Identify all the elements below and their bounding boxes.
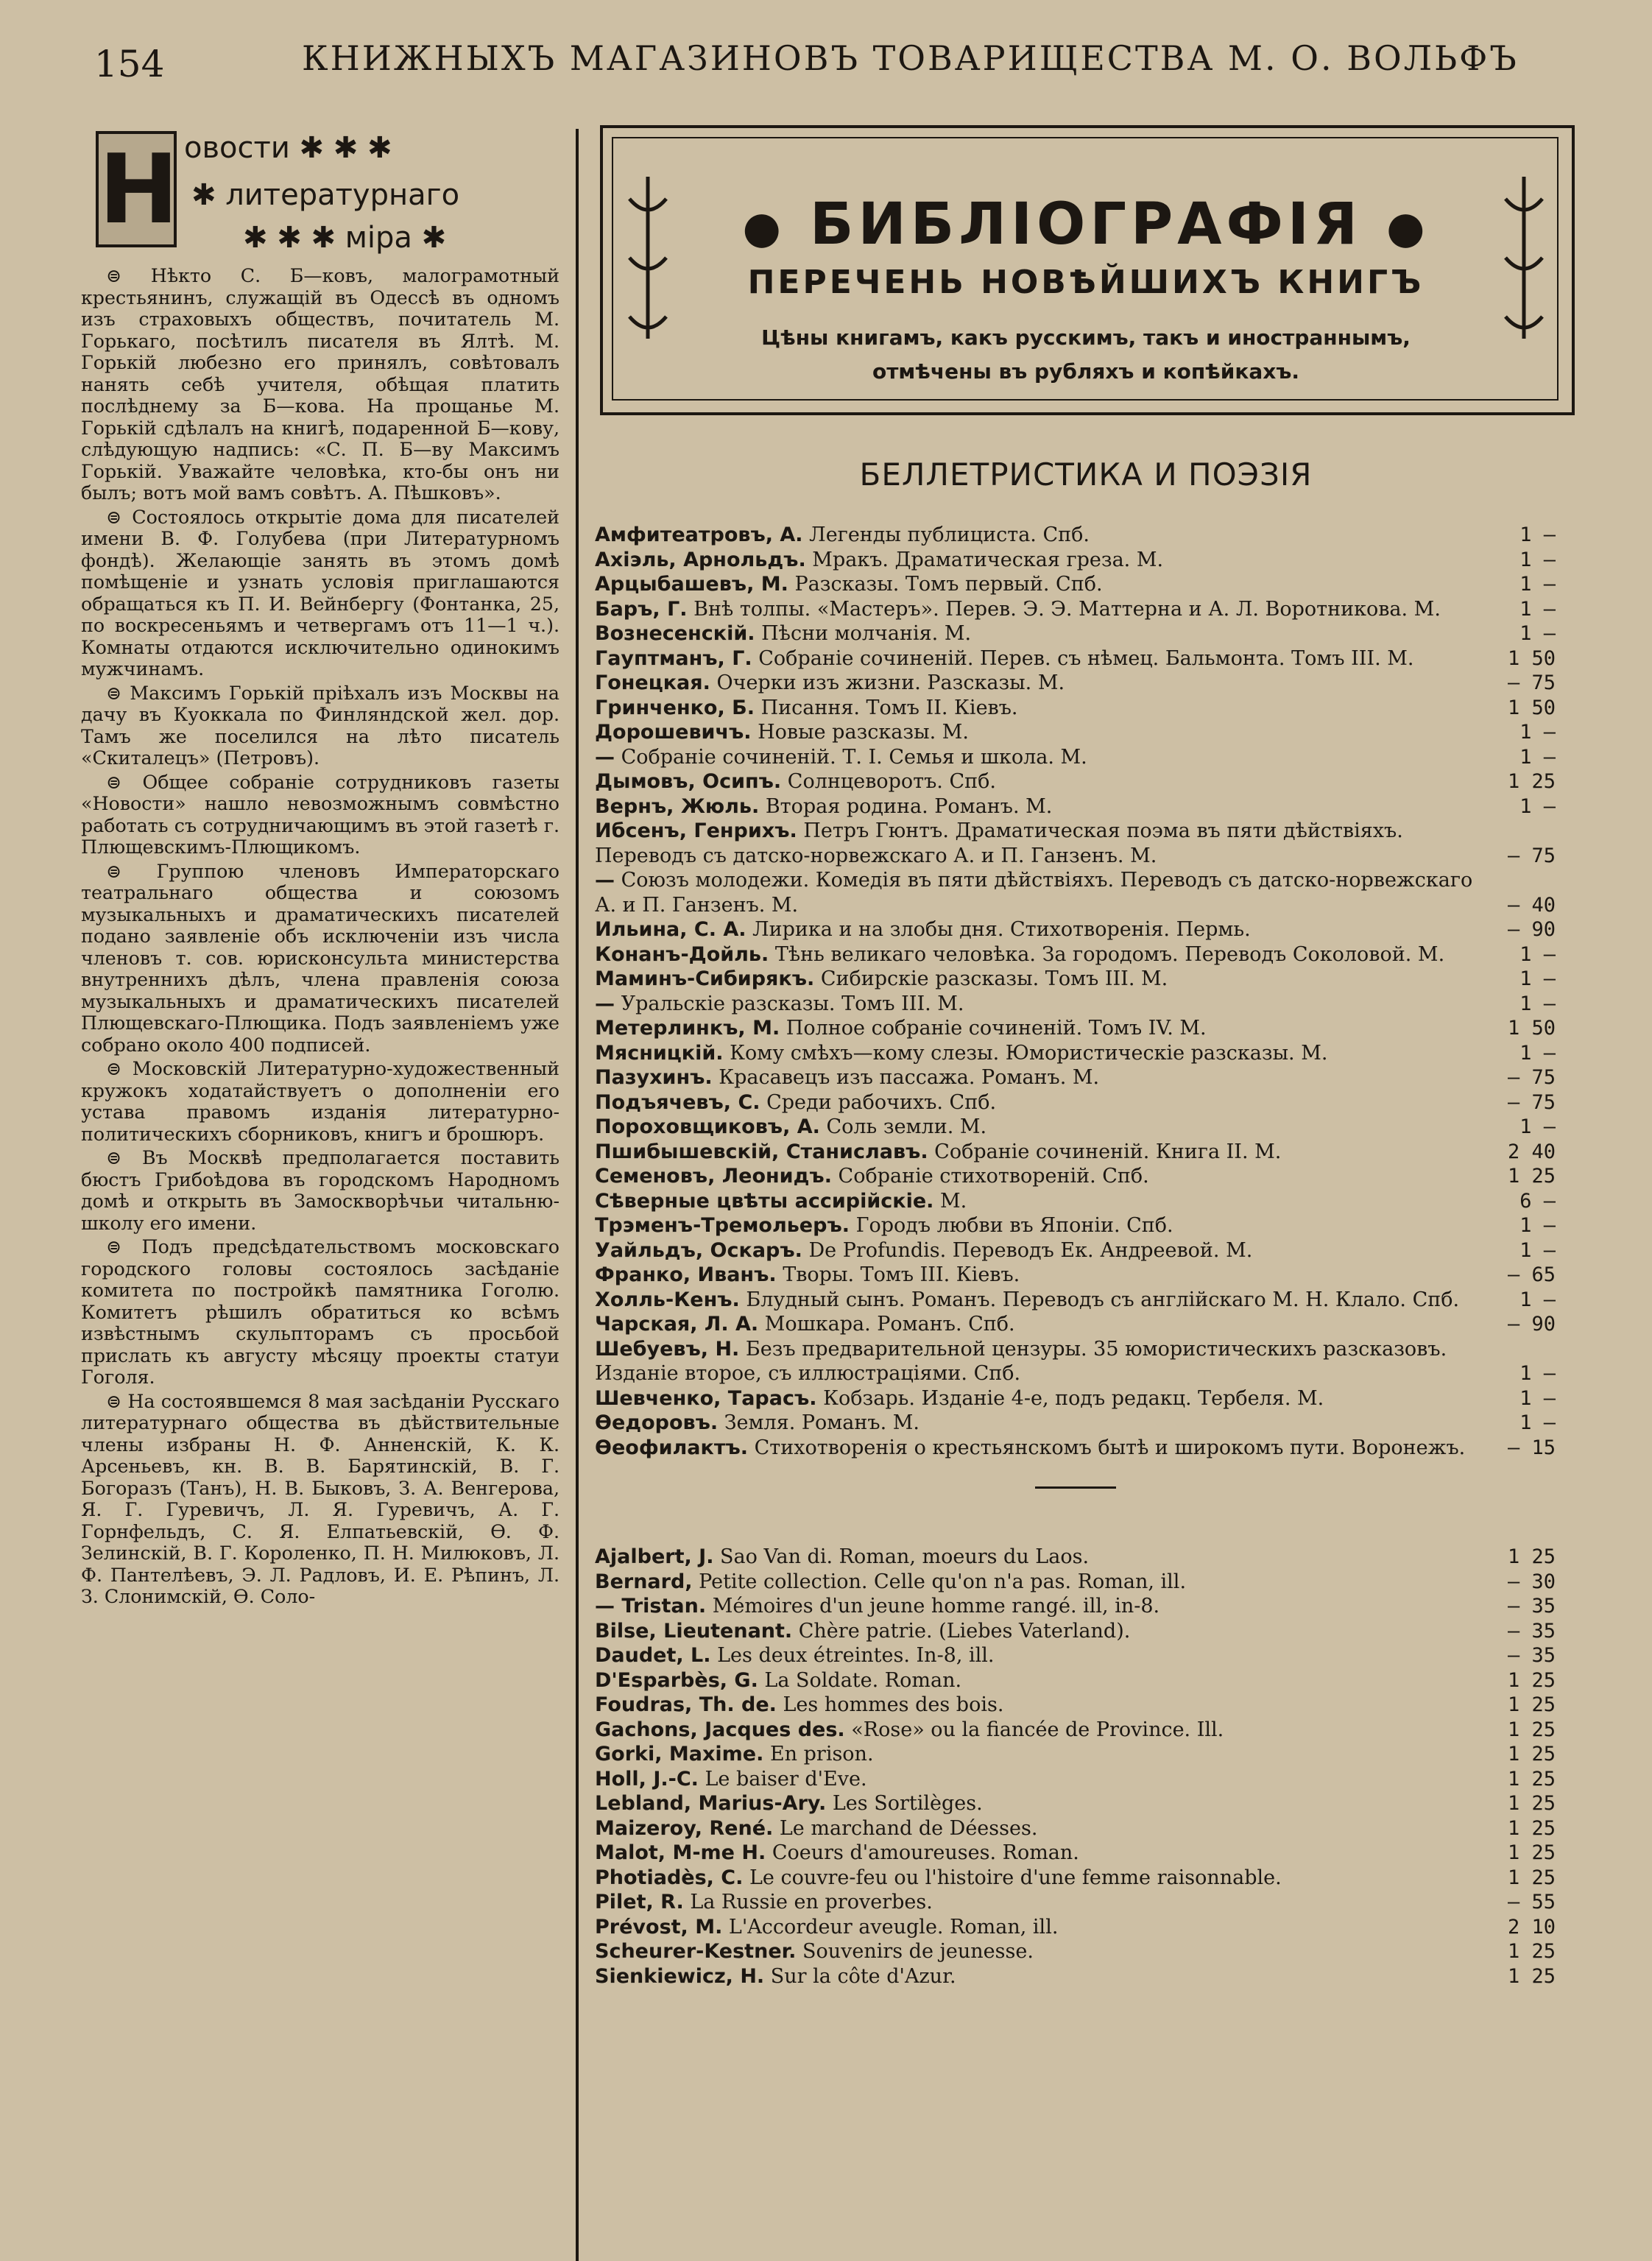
entry-title: «Rose» ou la fiancée de Province. Ill. [844,1718,1224,1741]
catalog-entry [595,967,1556,992]
news-heading [81,118,560,265]
entry-price: 1 — [1519,1386,1556,1410]
entry-author: Gachons, Jacques des. [595,1718,845,1741]
entry-author: Арцыбашевъ, М. [595,573,788,596]
news-item: ⊜ Группою членовъ Императорскаго театральнаго общества и союзомъ музыкальныхъ и драматическихъ писателей подано заявленіе объ исключеніи изъ числа членовъ т. сов. юрисконсульта министерства внутреннихъ дѣлъ, члена правленія союза музыкальныхъ и драматическихъ писателей Плющевскаго-Плющика. Подъ заявленіемъ уже собрано около 400 подписей. [81,861,560,1057]
entry-author: Холль-Кенъ. [595,1288,740,1311]
entry-price: 1 — [1519,523,1556,546]
entry-price: 1 — [1519,721,1556,744]
entry-title: La Soldate. Roman. [758,1668,962,1692]
entry-title: Сибирскіе разсказы. Томъ III. М. [814,967,1168,990]
catalog-entry [595,1693,1556,1718]
entry-title: Стихотворенія о крестьянскомъ бытѣ и широкомъ пути. Воронежъ. [748,1436,1466,1459]
catalog-entry [595,572,1556,597]
entry-author: Шебуевъ, Н. [595,1337,740,1361]
entry-author: Трэменъ-Тремольеръ. [595,1214,850,1237]
entry-title: Le couvre-feu ou l'histoire d'une femme raisonnable. [743,1866,1282,1889]
news-item: ⊜ На состоявшемся 8 мая засѣданіи Русскаго литературнаго общества въ дѣйствительные члены избраны Н. Ф. Анненскій, К. К. Арсеньевъ, кн. В. В. Барятинскій, В. Г. Богоразъ (Танъ), Н. В. Быковъ, З. А. Венгерова, Я. Г. Гуревичъ, Л. Я. Гуревичъ, А. Г. Горнфельдъ, С. Я. Елпатьевскій, Ѳ. Ф. Зелинскій, В. Г. Короленко, П. Н. Милюковъ, Л. Ф. Пантелѣевъ, Э. Л. Радловъ, И. Е. Рѣпинъ, Л. З. Слонимскій, Ѳ. Соло- [81,1391,560,1608]
catalog-entry [595,942,1556,967]
entry-author: Баръ, Г. [595,597,688,621]
running-head: КНИЖНЫХЪ МАГАЗИНОВЪ ТОВАРИЩЕСТВА М. О. ВОЛЬФЪ [302,38,1519,78]
catalog-entry [595,992,1556,1017]
entry-author: Шевченко, Тарасъ. [595,1386,817,1410]
banner-title-text: БИБЛІОГРАФІЯ [810,191,1362,258]
catalog-entry [595,1065,1556,1090]
entry-price: 1 — [1519,1288,1556,1311]
catalog-entry [595,1668,1556,1693]
entry-author: Сѣверные цвѣты ассирійскіе. [595,1189,934,1213]
news-item: ⊜ Максимъ Горькій пріѣхалъ изъ Москвы на дачу въ Куоккала по Финляндской жел. дор. Тамъ же поселился на лѣто писатель «Скиталецъ» (Петровъ). [81,682,560,769]
entry-author: Malot, M-me H. [595,1841,766,1864]
ornamental-initial: Н [96,131,177,247]
entry-price: 1 25 [1507,1718,1556,1741]
entry-author: Ибсенъ, Генрихъ. [595,819,797,842]
entry-title: Собраніе сочиненій. Т. I. Семья и школа. М. [615,745,1087,769]
banner-title [600,191,1572,258]
entry-author: Foudras, Th. de. [595,1693,777,1716]
entry-author: Sienkiewicz, H. [595,1964,765,1988]
entry-price: 1 50 [1507,646,1556,670]
entry-title: Собраніе сочиненій. Книга II. М. [928,1140,1282,1163]
entry-price: — 30 [1507,1570,1556,1593]
banner-subtitle: ПЕРЕЧЕНЬ НОВѢЙШИХЪ КНИГЪ [747,264,1425,301]
entry-title: Le marchand de Déesses. [773,1816,1038,1840]
entry-price: — 35 [1507,1595,1556,1618]
entry-price: 1 — [1519,597,1556,621]
catalog-entry [595,1288,1556,1313]
bullet-icon: ● [1386,202,1430,254]
entry-author: Уайльдъ, Оскаръ. [595,1238,802,1262]
bullet-icon: ● [742,202,786,254]
catalog-entry [595,1411,1556,1436]
entry-author: Gorki, Maxime. [595,1743,764,1766]
entry-title: Союзъ молодежи. Комедія въ пяти дѣйствіяхъ. Переводъ съ датско-норвежскаго А. и П. Ганзенъ. М. [595,869,1473,917]
entry-author: — [595,992,615,1015]
entry-author: — [595,869,615,892]
entry-price: 1 25 [1507,1816,1556,1840]
entry-title: Мошкара. Романъ. Спб. [758,1313,1015,1336]
catalog-entry [595,1791,1556,1816]
news-items [81,265,560,1608]
catalog-entry [595,1238,1556,1263]
entry-title: Собраніе сочиненій. Перев. съ нѣмец. Бальмонта. Томъ III. М. [752,646,1414,670]
catalog-entry [595,646,1556,671]
catalog-entry [595,1890,1556,1915]
entry-title: Писання. Томъ II. Кіевъ. [754,696,1018,719]
entry-title: Блудный сынъ. Романъ. Переводъ съ англійскаго М. Н. Клало. Спб. [739,1288,1460,1311]
entry-price: — 35 [1507,1644,1556,1667]
catalog-entry [595,696,1556,721]
entry-price: 1 25 [1507,770,1556,793]
entry-author: Гауптманъ, Г. [595,646,752,670]
entry-author: Дорошевичъ. [595,721,752,744]
entry-title: Les deux étreintes. In-8, ill. [710,1644,995,1667]
entry-author: Вернъ, Жюль. [595,794,760,818]
catalog-entry [595,1164,1556,1189]
entry-author: Пшибышевскій, Станиславъ. [595,1140,928,1163]
entry-author: Метерлинкъ, М. [595,1017,780,1040]
entry-title: Les hommes des bois. [776,1693,1004,1716]
banner-note: Цѣны книгамъ, какъ русскимъ, такъ и иностраннымъ, [761,325,1411,350]
entry-price: — 75 [1507,844,1556,867]
entry-author: Конанъ-Дойль. [595,942,769,966]
entry-title: Мракъ. Драматическая греза. М. [805,548,1164,571]
entry-price: 1 25 [1507,1165,1556,1188]
entry-title: Petite collection. Celle qu'on n'a pas. Roman, ill. [692,1570,1187,1593]
entry-title: Внѣ толпы. «Мастеръ». Перев. Э. Э. Маттерна и А. Л. Воротникова. М. [687,597,1441,621]
entry-price: 2 40 [1507,1140,1556,1163]
entry-title: En prison. [763,1743,874,1766]
catalog-entry [595,1436,1556,1461]
catalog-entry [595,794,1556,819]
entry-price: 1 — [1519,794,1556,818]
entry-title: Городъ любви въ Японіи. Спб. [850,1214,1173,1237]
entry-title: Петръ Гюнтъ. Драматическая поэма въ пяти дѣйствіяхъ. Переводъ съ датско-норвежскаго А. и П. Ганзенъ. М. [595,819,1403,867]
catalog-entry [595,1312,1556,1337]
entry-author: Bilse, Lieutenant. [595,1619,793,1643]
entry-price: 1 — [1519,992,1556,1015]
news-item: ⊜ Подъ предсѣдательствомъ московскаго городского головы состоялось засѣданіе комитета по постройкѣ памятника Гоголю. Комитетъ рѣшилъ обратиться ко всѣмъ извѣстнымъ скульпторамъ съ просьбой прислать къ августу мѣсяцу проекты статуи Гоголя. [81,1236,560,1389]
entry-title: М. [933,1189,967,1213]
catalog-entry [595,1866,1556,1891]
entry-title: Кобзарь. Изданіе 4-е, подъ редакц. Тербеля. М. [816,1386,1324,1410]
catalog-entry [595,720,1556,745]
catalog-entry [595,1263,1556,1288]
entry-author: Ильина, С. А. [595,918,746,941]
entry-price: 1 25 [1507,1545,1556,1568]
entry-price: — 75 [1507,1066,1556,1089]
entry-price: 1 25 [1507,1964,1556,1988]
catalog-entry [595,769,1556,794]
catalog-entry [595,1742,1556,1767]
bibliography-banner [600,125,1572,412]
entry-title: Вторая родина. Романъ. М. [759,794,1053,818]
news-item: ⊜ Состоялось открытіе дома для писателей имени В. Ф. Голубева (при Литературномъ фондѣ). Желающіе занять въ этомъ домѣ помѣщеніе и узнать условія приглашаются обращаться къ П. И. Вейнбергу (Фонтанка, 25, по воскресеньямъ и четвергамъ отъ 11—1 ч.). Комнаты отдаются исключительно одинокимъ мужчинамъ. [81,507,560,680]
catalog-entry [595,523,1556,548]
catalog-entry [595,917,1556,942]
catalog-entry [595,868,1556,917]
entry-title: Кому смѣхъ—кому слезы. Юмористическіе разсказы. М. [723,1041,1328,1065]
entry-price: 1 — [1519,942,1556,966]
catalog-entry [595,1041,1556,1066]
catalog-entry [595,1594,1556,1619]
entry-author: Чарская, Л. А. [595,1313,759,1336]
entry-title: Безъ предварительной цензуры. 35 юмористическихъ разсказовъ. Изданіе второе, съ иллюстраціями. Спб. [595,1337,1447,1385]
entry-price: 6 — [1519,1189,1556,1213]
entry-author: Photiadès, C. [595,1866,744,1889]
entry-price: — 90 [1507,918,1556,941]
catalog-entry [595,548,1556,573]
news-heading-line: овости ✱ ✱ ✱ [184,131,392,165]
section-title: БЕЛЛЕТРИСТИКА И ПОЭЗІЯ [859,456,1313,493]
news-item: ⊜ Общее собраніе сотрудниковъ газеты «Новости» нашло невозможнымъ совмѣстно работать съ сотрудничающимъ въ этой газетѣ г. Плющевскимъ-Плющикомъ. [81,772,560,858]
entry-author: Daudet, L. [595,1644,711,1667]
news-item: ⊜ Въ Москвѣ предполагается поставить бюстъ Грибоѣдова въ городскомъ Народномъ домѣ и открыть въ Замоскворѣчьи читальню-школу его имени. [81,1147,560,1234]
entry-title: Новые разсказы. М. [751,721,969,744]
entry-author: Гонецкая. [595,671,710,694]
catalog-entry [595,671,1556,696]
foreign-list [595,1545,1556,1989]
catalog-entry [595,1115,1556,1140]
entry-price: 1 — [1519,622,1556,645]
entry-author: Мясницкій. [595,1041,724,1065]
entry-price: 1 — [1519,548,1556,571]
catalog-entry [595,1718,1556,1743]
entry-price: 1 50 [1507,696,1556,719]
entry-price: 1 50 [1507,1017,1556,1040]
catalog-entry [595,1140,1556,1165]
entry-author: — Tristan. [595,1595,707,1618]
entry-author: Пороховщиковъ, А. [595,1115,820,1138]
entry-title: Земля. Романъ. М. [718,1411,919,1434]
catalog-entry [595,1570,1556,1595]
entry-price: — 90 [1507,1313,1556,1336]
entry-author: Вознесенскій. [595,622,755,645]
entry-price: 1 25 [1507,1940,1556,1963]
entry-author: Маминъ-Сибирякъ. [595,967,815,990]
entry-title: Sur la côte d'Azur. [764,1964,956,1988]
entry-price: — 65 [1507,1263,1556,1286]
news-column [81,118,560,1610]
entry-price: 2 10 [1507,1915,1556,1939]
entry-price: 1 — [1519,573,1556,596]
entry-title: Le baiser d'Eve. [698,1767,867,1791]
entry-author: Prévost, M. [595,1915,723,1939]
entry-author: D'Esparbès, G. [595,1668,758,1692]
entry-title: Творы. Томъ III. Кіевъ. [776,1263,1020,1286]
entry-author: Ѳедоровъ. [595,1411,719,1434]
entry-price: — 75 [1507,1090,1556,1114]
entry-title: Mémoires d'un jeune homme rangé. ill, in-8. [706,1595,1160,1618]
entry-author: Ajalbert, J. [595,1545,714,1568]
entry-title: De Profundis. Переводъ Ек. Андреевой. М. [802,1238,1253,1262]
entry-title: Les Sortilèges. [826,1792,983,1815]
entry-author: Ахіэль, Арнольдъ. [595,548,806,571]
entry-author: Holl, J.-C. [595,1767,699,1791]
entry-title: Полное собраніе сочиненій. Томъ IV. М. [780,1017,1207,1040]
news-heading-line: ✱ ✱ ✱ міра ✱ [243,221,447,255]
news-item: ⊜ Нѣкто С. Б—ковъ, малограмотный крестьянинъ, служащій въ Одессѣ въ одномъ изъ страховыхъ обществъ, почитатель М. Горькаго, посѣтилъ писателя въ Ялтѣ. М. Горькій любезно его принялъ, совѣтовалъ нанять себѣ учителя, обѣщая платить послѣднему за Б—кова. На прощанье М. Горькій сдѣлалъ на книгѣ, подаренной Б—кову, слѣдующую надпись: «С. П. Б—ву Максимъ Горькій. Уважайте человѣка, кто-бы онъ ни былъ; вотъ мой вамъ совѣтъ. А. Пѣшковъ». [81,265,560,504]
catalog-entry [595,1016,1556,1041]
catalog-entry [595,621,1556,646]
entry-price: 1 — [1519,967,1556,990]
entry-author: Maizeroy, René. [595,1816,774,1840]
entry-price: 1 25 [1507,1767,1556,1791]
catalog-entry [595,1386,1556,1411]
entry-price: 1 25 [1507,1743,1556,1766]
banner-note: отмѣчены въ рубляхъ и копѣйкахъ. [872,359,1300,384]
catalog-entry [595,1337,1556,1386]
entry-author: Pilet, R. [595,1891,684,1913]
entry-price: 1 — [1519,1041,1556,1065]
news-heading-line: ✱ литературнаго [191,178,460,212]
entry-price: 1 — [1519,745,1556,769]
catalog-entry [595,1816,1556,1841]
entry-price: — 40 [1507,893,1556,917]
entry-price: 1 — [1519,1115,1556,1138]
entry-price: 1 25 [1507,1792,1556,1815]
entry-price: 1 — [1519,1411,1556,1434]
catalog-entry [595,1643,1556,1668]
entry-title: Уральскіе разсказы. Томъ III. М. [615,992,964,1015]
column-divider [576,129,579,2261]
entry-price: 1 25 [1507,1866,1556,1889]
entry-price: 1 — [1519,1214,1556,1237]
catalog-entry [595,1841,1556,1866]
russian-list [595,523,1556,1460]
entry-price: 1 25 [1507,1841,1556,1864]
entry-title: Соль земли. М. [819,1115,987,1138]
catalog-entry [595,1939,1556,1964]
entry-author: Пазухинъ. [595,1066,713,1089]
entry-author: Подъячевъ, С. [595,1090,760,1114]
separator-rule [1035,1486,1116,1489]
catalog-entry [595,1619,1556,1644]
entry-title: Тѣнь великаго человѣка. За городомъ. Переводъ Соколовой. М. [769,942,1445,966]
entry-title: Легенды публициста. Спб. [802,523,1090,546]
entry-price: — 75 [1507,671,1556,694]
catalog [595,523,1556,1989]
entry-title: Солнцеворотъ. Спб. [781,770,996,793]
entry-price: 1 — [1519,1362,1556,1385]
entry-price: 1 25 [1507,1693,1556,1716]
catalog-entry [595,597,1556,622]
catalog-entry [595,1090,1556,1115]
entry-author: Дымовъ, Осипъ. [595,770,782,793]
catalog-entry [595,1915,1556,1940]
entry-title: Лирика и на злобы дня. Стихотворенія. Пермь. [746,918,1251,941]
entry-author: Амфитеатровъ, А. [595,523,803,546]
entry-author: Гринченко, Б. [595,696,755,719]
entry-author: Семеновъ, Леонидъ. [595,1165,832,1188]
entry-title: L'Accordeur aveugle. Roman, ill. [722,1915,1059,1939]
entry-author: Франко, Иванъ. [595,1263,777,1286]
entry-author: Scheurer-Kestner. [595,1940,797,1963]
entry-title: La Russie en proverbes. [683,1891,933,1913]
entry-price: 1 25 [1507,1668,1556,1692]
entry-author: Lebland, Marius-Ary. [595,1792,827,1815]
entry-price: — 55 [1507,1891,1556,1913]
catalog-entry [595,1189,1556,1214]
entry-title: Chère patrie. (Liebes Vaterland). [792,1619,1131,1643]
catalog-entry [595,1767,1556,1792]
entry-title: Разсказы. Томъ первый. Спб. [788,573,1103,596]
entry-title: Coeurs d'amoureuses. Roman. [766,1841,1079,1864]
catalog-entry [595,819,1556,868]
catalog-entry [595,1213,1556,1238]
entry-price: — 35 [1507,1619,1556,1643]
entry-price: 1 — [1519,1238,1556,1262]
entry-title: Среди рабочихъ. Спб. [760,1090,997,1114]
catalog-entry [595,1545,1556,1570]
entry-title: Souvenirs de jeunesse. [796,1940,1034,1963]
entry-title: Sao Van di. Roman, moeurs du Laos. [713,1545,1090,1568]
catalog-entry [595,1964,1556,1989]
entry-title: Собраніе стихотвореній. Спб. [831,1165,1149,1188]
entry-author: — [595,745,615,769]
entry-title: Пѣсни молчанія. М. [755,622,972,645]
entry-price: — 15 [1507,1436,1556,1459]
catalog-entry [595,745,1556,770]
entry-title: Красавецъ изъ пассажа. Романъ. М. [712,1066,1100,1089]
news-item: ⊜ Московскій Литературно-художественный кружокъ ходатайствуетъ о дополненіи его устава правомъ изданія литературно-политическихъ сборниковъ, книгъ и брошюръ. [81,1058,560,1145]
entry-author: Bernard, [595,1570,693,1593]
entry-author: Ѳеофилактъ. [595,1436,749,1459]
page-number: 154 [94,43,165,85]
entry-title: Очерки изъ жизни. Разсказы. М. [710,671,1065,694]
